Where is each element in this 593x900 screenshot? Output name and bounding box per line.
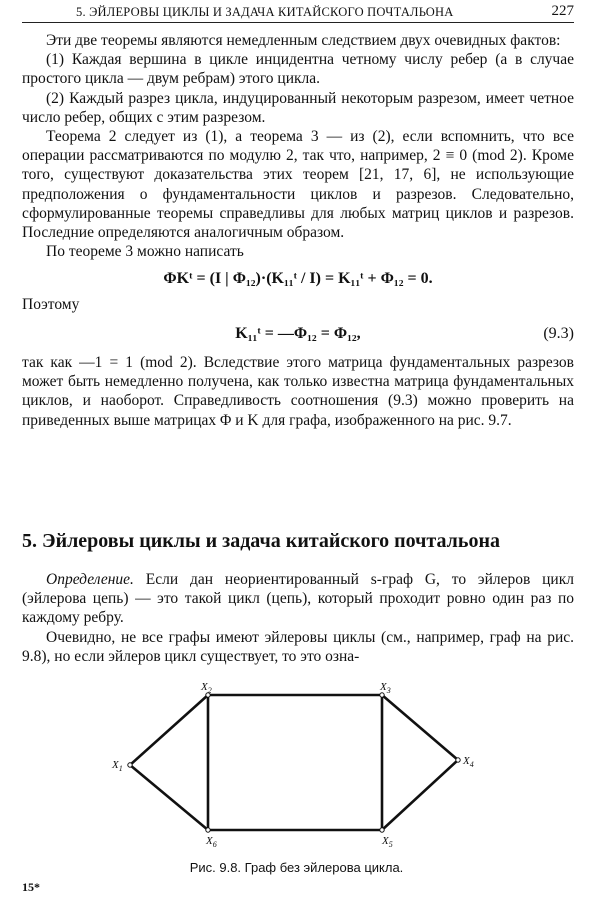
paragraph: Теорема 2 следует из (1), а теорема 3 — из (2), если вспомнить, что все операции рассматриваются по модулю 2, так что, например, 2 ≡ 0 (mod 2). Кроме того, существуют доказательства этих теорем [21, 17, 6], не использующие предположения о фундаментальности циклов и разрезов. Следовательно, сформулированные теоремы справедливы для любых матриц циклов и разрезов. Последние определяются аналогичным образом.: [22, 128, 574, 242]
edge-x1-x2: [130, 695, 208, 765]
paragraph: Очевидно, не все графы имеют эйлеровы циклы (см., например, граф на рис. 9.8), но если эйлеров цикл существует, то это озна-: [22, 628, 574, 665]
vertex-x5: [380, 828, 384, 832]
running-title: 5. ЭЙЛЕРОВЫ ЦИКЛЫ И ЗАДАЧА КИТАЙСКОГО ПОЧТАЛЬОНА: [76, 5, 454, 19]
paragraph: так как —1 = 1 (mod 2). Вследствие этого матрица фундаментальных разрезов может быть немедленно получена, как только известна матрица фундаментальных циклов, и наоборот. Справедливость соотношения (9.3) можно проверить на приведенных выше матрицах Φ и K для графа, изображенного на рис. 9.7.: [22, 354, 574, 429]
paragraph: Эти две теоремы являются немедленным следствием двух очевидных фактов:: [46, 32, 561, 49]
section-text: [22, 570, 574, 666]
paragraph: Поэтому: [22, 295, 80, 313]
paragraph: (2) Каждый разрез цикла, индуцированный некоторым разрезом, имеет четное число ребер, общих с этим разрезом.: [22, 89, 574, 126]
edge-x3-x4: [382, 695, 458, 760]
printers-signature: 15*: [22, 880, 40, 894]
equation-number: (9.3): [543, 324, 574, 342]
vertex-x1: [128, 763, 132, 767]
vertex-label-x5: $X_5$: [382, 835, 393, 849]
vertex-x6: [206, 828, 210, 832]
edge-x1-x6: [130, 765, 208, 830]
vertex-label-x6: $X_6$: [206, 835, 217, 849]
graph-diagram: [100, 680, 500, 855]
page-number: 227: [551, 3, 574, 19]
definition-paragraph: [22, 570, 574, 628]
graph-figure: [100, 680, 500, 855]
vertex-x4: [456, 758, 460, 762]
section-title: 5. Эйлеровы циклы и задача китайского почтальона: [22, 530, 500, 552]
vertex-label-x3: $X_3$: [380, 681, 391, 695]
equation-1: ΦKᵗ = (I | Φ₁₂)·(K₁₁ᵗ / I) = K₁₁ᵗ + Φ₁₂ = 0.: [163, 270, 433, 288]
paragraph: По теореме 3 можно написать: [46, 243, 244, 261]
vertex-x3: [380, 693, 384, 697]
vertex-label-x2: $X_2$: [201, 681, 212, 695]
vertex-label-x4: $X_4$: [463, 755, 474, 769]
equation-2-body: K₁₁ᵗ = —Φ₁₂ = Φ₁₂,: [235, 324, 361, 342]
main-text: [22, 31, 574, 430]
figure-caption: Рис. 9.8. Граф без эйлерова цикла.: [189, 860, 404, 875]
running-header: [22, 2, 574, 23]
equation-2: [22, 324, 574, 343]
edge-x4-x5: [382, 760, 458, 830]
paragraph: (1) Каждая вершина в цикле инцидентна четному числу ребер (а в случае простого цикла — двум ребрам) этого цикла.: [22, 51, 574, 88]
vertex-label-x1: $X_1$: [112, 759, 123, 773]
definition-label: Определение.: [46, 571, 134, 588]
definition-text: Если дан неориентированный s-граф G, то эйлеров цикл (эйлерова цепь) — это такой цикл (цепь), который проходит ровно один раз по каждому ребру.: [22, 571, 574, 627]
